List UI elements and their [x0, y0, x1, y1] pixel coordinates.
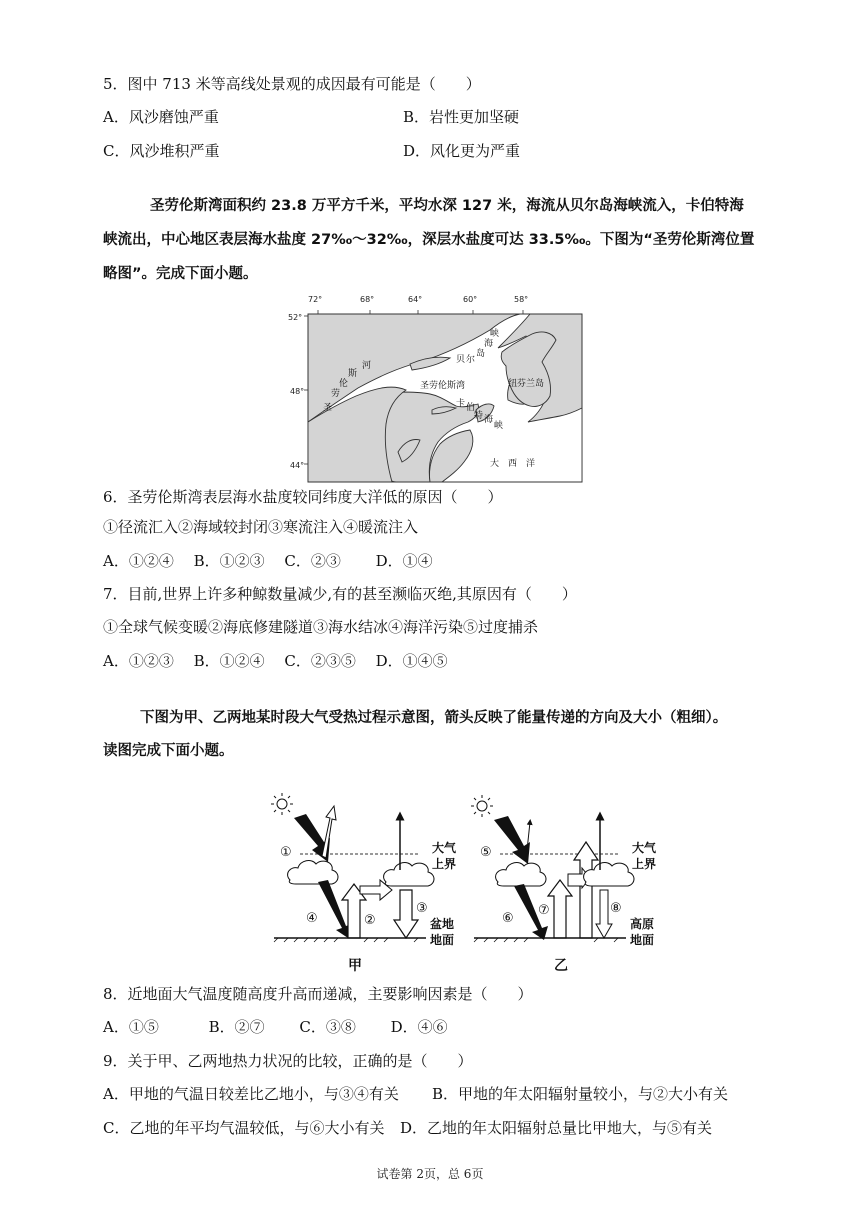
- river-label-char: 劳: [331, 389, 341, 399]
- ground-label: 地面: [630, 933, 655, 947]
- ground-label: 地面: [430, 933, 455, 947]
- river-label-char: 圣: [323, 403, 333, 413]
- passage1-line3: 略图”。完成下面小题。: [103, 266, 258, 282]
- q9-option-d: D．乙地的年太阳辐射总量比甲地大，与⑤有关: [400, 1119, 713, 1137]
- ocean-label: 大 西 洋: [490, 459, 536, 469]
- q9-option-b: B．甲地的年太阳辐射量较小，与②大小有关: [432, 1085, 729, 1103]
- ground-label: 盆地: [430, 917, 455, 931]
- q5-stem: 5．图中 713 米等高线处景观的成因最有可能是（ ）: [103, 75, 481, 93]
- heating-diagram: [268, 790, 668, 976]
- diagram-caption: 乙: [554, 958, 568, 974]
- lat-label: 48°: [290, 387, 305, 396]
- atm-top-label: 上界: [632, 857, 657, 871]
- atm-top-label: 大气: [432, 841, 457, 855]
- arrow-number: ③: [416, 901, 428, 916]
- sun-icon: [271, 793, 293, 815]
- cabot-char: 峡: [494, 421, 504, 431]
- lon-label: 68°: [360, 295, 375, 304]
- q6-stem: 6．圣劳伦斯湾表层海水盐度较同纬度大洋低的原因（ ）: [103, 488, 503, 506]
- passage2-line1: 下图为甲、乙两地某时段大气受热过程示意图，箭头反映了能量传递的方向及大小（粗细）。: [140, 710, 728, 726]
- belle-isle-char: 海: [484, 339, 494, 349]
- cabot-char: 海: [484, 415, 494, 425]
- q7-options: A．①②③ B．①②④ C．②③⑤ D．①④⑤: [103, 652, 448, 670]
- cabot-char: 伯: [466, 403, 476, 413]
- lon-label: 72°: [308, 295, 323, 304]
- diagram-caption: 甲: [348, 958, 362, 974]
- lat-label: 52°: [288, 313, 303, 322]
- arrow-number: ⑤: [480, 845, 492, 860]
- q6-items: ①径流汇入②海域较封闭③寒流注入④暖流注入: [103, 518, 419, 536]
- arrow-number: ②: [364, 913, 376, 928]
- river-label-char: 伦: [339, 379, 349, 389]
- q5-option-d: D．风化更为严重: [403, 142, 521, 160]
- q9-stem: 9．关于甲、乙两地热力状况的比较，正确的是（ ）: [103, 1052, 473, 1070]
- belle-isle-char: 岛: [476, 349, 486, 359]
- belle-isle-char: 尔: [466, 355, 476, 365]
- belle-isle-char: 峡: [490, 329, 500, 339]
- arrow-number: ⑧: [610, 901, 622, 916]
- passage1-line2: 峡流出，中心地区表层海水盐度 27‰～32‰，深层水盐度可达 33.5‰。下图为“圣劳伦斯湾位置: [103, 232, 755, 248]
- q9-option-a: A．甲地的气温日较差比乙地小，与③④有关: [103, 1085, 399, 1103]
- arrow-number: ①: [280, 845, 292, 860]
- q8-stem: 8．近地面大气温度随高度升高而递减，主要影响因素是（ ）: [103, 985, 533, 1003]
- arrow-number: ⑥: [502, 911, 514, 926]
- atm-top-label: 上界: [432, 857, 457, 871]
- lon-label: 64°: [408, 295, 423, 304]
- arrow-number: ⑦: [538, 903, 550, 918]
- atm-top-label: 大气: [632, 841, 657, 855]
- river-label-char: 河: [362, 361, 372, 371]
- gulf-map: [280, 292, 590, 484]
- passage1-line1: 圣劳伦斯湾面积约 23.8 万平方千米，平均水深 127 米，海流从贝尔岛海峡流入，卡伯特海: [150, 198, 744, 214]
- newfoundland-label: 纽芬兰岛: [508, 379, 545, 389]
- q5-option-c: C．风沙堆积严重: [103, 142, 220, 160]
- lat-label: 44°: [290, 461, 305, 470]
- passage2-line2: 读图完成下面小题。: [103, 743, 234, 759]
- cabot-char: 卡: [456, 399, 466, 409]
- cabot-char: 特: [474, 411, 484, 421]
- q5-option-a: A．风沙磨蚀严重: [103, 108, 219, 126]
- lon-label: 58°: [514, 295, 529, 304]
- q7-items: ①全球气候变暖②海底修建隧道③海水结冰④海洋污染⑤过度捕杀: [103, 618, 539, 636]
- q6-options: A．①②④ B．①②③ C．②③ D．①④: [103, 552, 433, 570]
- sun-icon: [471, 795, 493, 817]
- river-label-char: 斯: [348, 369, 358, 379]
- q7-stem: 7．目前,世界上许多种鲸数量减少,有的甚至濒临灭绝,其原因有（ ）: [103, 585, 577, 603]
- gulf-label: 圣劳伦斯湾: [420, 381, 466, 391]
- q8-options: A．①⑤ B．②⑦ C．③⑧ D．④⑥: [103, 1018, 448, 1036]
- page-footer: 试卷第 2页，总 6页: [376, 1167, 484, 1181]
- belle-isle-char: 贝: [456, 355, 466, 365]
- ground-label: 高原: [630, 917, 655, 931]
- arrow-number: ④: [306, 911, 318, 926]
- q5-option-b: B．岩性更加坚硬: [403, 108, 520, 126]
- lon-label: 60°: [463, 295, 478, 304]
- q9-option-c: C．乙地的年平均气温较低，与⑥大小有关: [103, 1119, 385, 1137]
